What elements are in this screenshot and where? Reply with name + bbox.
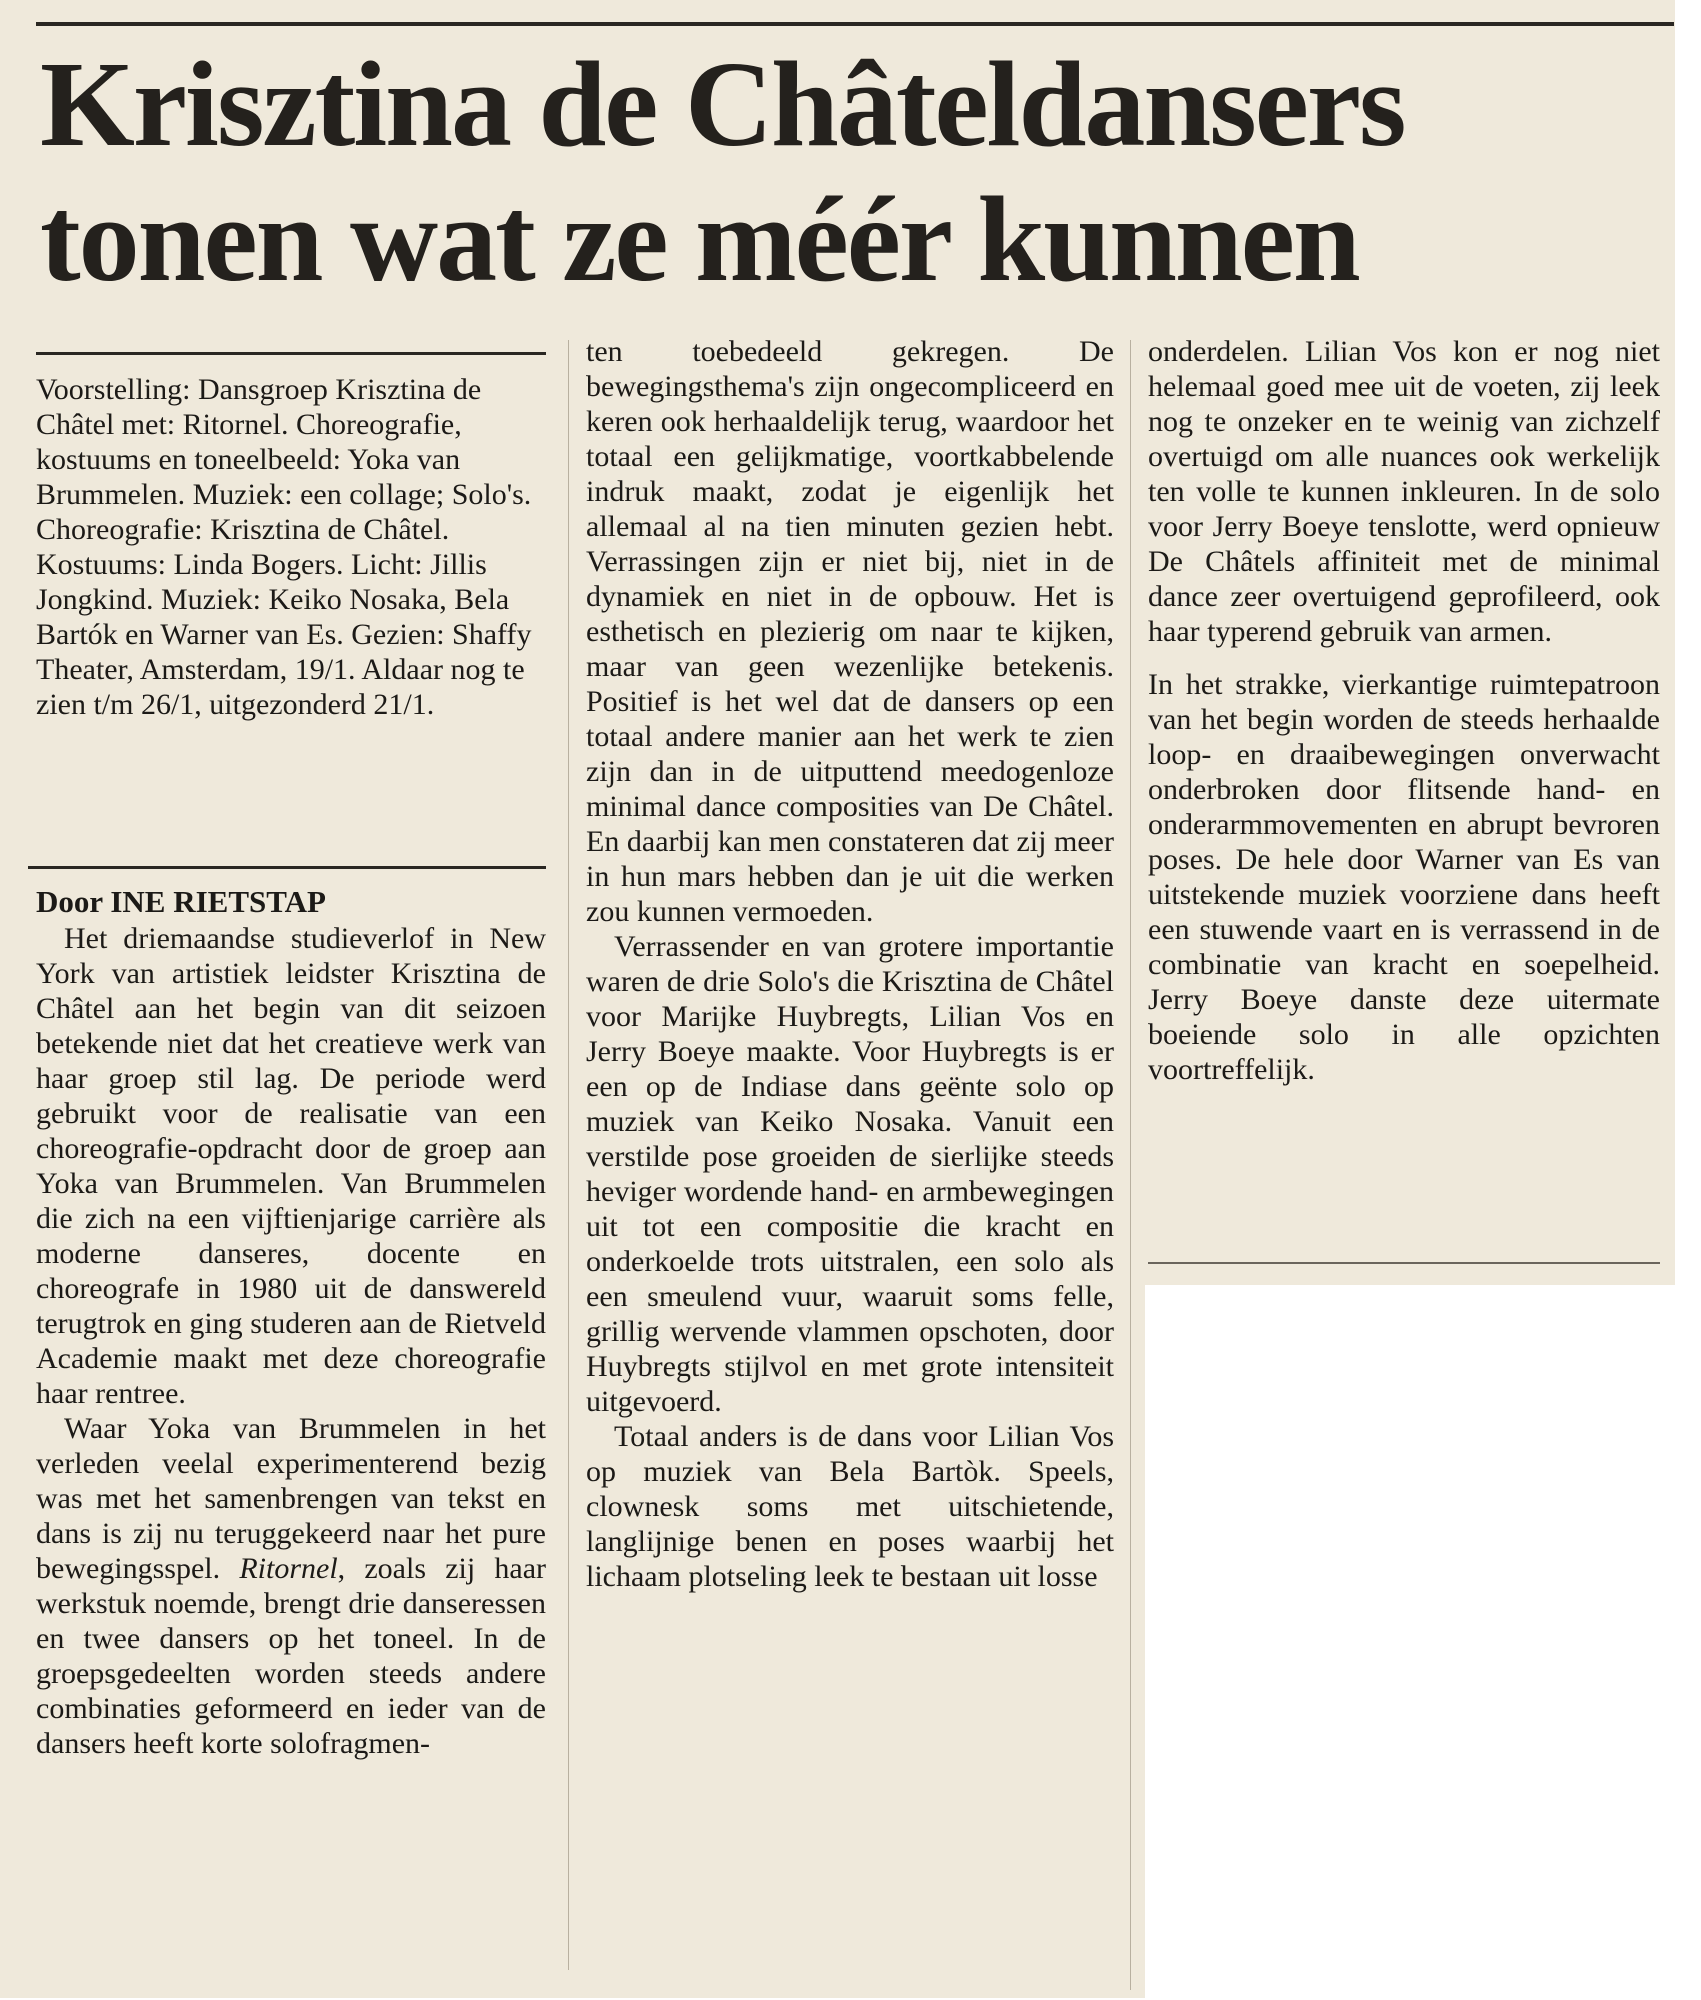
info-top-rule: [36, 352, 546, 355]
info-bottom-rule: [28, 866, 546, 869]
col1-paragraph-2-end: , zoals zij haar werkstuk noemde, brengt drie danseressen en twee dansers op het toneel. In de groepsgedeelten worden steeds andere combinaties geformeerd en ieder van de dansers heeft korte solofragmen-: [36, 1552, 547, 1760]
column-1: [36, 372, 546, 722]
col2-paragraph-1: ten toebedeeld gekregen. De bewegingsthema's zijn ongecompliceerd en keren ook herhaaldelijk terug, waardoor het totaal een gelijkmatige, voortkabbelende indruk maakt, zodat je eigenlijk het allemaal al na tien minuten gezien hebt. Verrassingen zijn er niet bij, niet in de dynamiek en niet in de opbouw. Het is esthetisch en plezierig om naar te kijken, maar van geen wezenlijke betekenis. Positief is het wel dat de dansers op een totaal andere manier aan het werk te zien zijn dan in de uitputtend meedogenloze minimal dance composities van De Châtel. En daarbij kan men constateren dat zij meer in hun mars hebben dan je uit die werken zou kunnen vermoeden.: [586, 335, 1114, 928]
column-2: [586, 334, 1114, 1594]
col3-paragraph-2: In het strakke, vierkantige ruimtepatroon van het begin worden de steeds herhaalde loop- en draaibewegingen onverwacht onderbroken door flitsende hand- en onderarmmovementen en abrupt bevroren poses. De hele door Warner van Es van uitstekende muziek voorziene dans heeft een stuwende vaart en is verrassend in de combinatie van kracht en soepelheid. Jerry Boeye danste deze uitermate boeiende solo in alle opzichten voortreffelijk.: [1148, 668, 1660, 1086]
byline: Door INE RIETSTAP: [36, 884, 326, 919]
column-1-body: [36, 884, 546, 1761]
headline-line-2: tonen wat ze méér kunnen: [40, 172, 1359, 307]
headline-line-1: Krisztina de Châteldansers: [40, 37, 1405, 172]
col3-bottom-rule: [1148, 1262, 1660, 1264]
production-info: Voorstelling: Dansgroep Krisztina de Châtel met: Ritornel. Choreografie, kostuums en toneelbeeld: Yoka van Brummelen. Muziek: een collage; Solo's. Choreografie: Krisztina de Châtel. Kostuums: Linda Bogers. Licht: Jillis Jongkind. Muziek: Keiko Nosaka, Bela Bartók en Warner van Es. Gezien: Shaffy Theater, Amsterdam, 19/1. Aldaar nog te zien t/m 26/1, uitgezonderd 21/1.: [36, 373, 532, 721]
col3-paragraph-1: onderdelen. Lilian Vos kon er nog niet helemaal goed mee uit de voeten, zij leek nog te onzeker en te weinig van zichzelf overtuigd om alle nuances ook werkelijk ten volle te kunnen inkleuren. In de solo voor Jerry Boeye tenslotte, werd opnieuw De Châtels affiniteit met de minimal dance zeer overtuigend geprofileerd, ook haar typerend gebruik van armen.: [1148, 335, 1660, 648]
col2-paragraph-3: Totaal anders is de dans voor Lilian Vos op muziek van Bela Bartòk. Speels, clownesk soms met uitschietende, langlijnige benen en poses waarbij het lichaam plotseling leek te bestaan uit losse: [586, 1420, 1114, 1593]
col1-paragraph-2-start: Waar Yoka van Brummelen in het verleden veelal experimenterend bezig was met het samenbrengen van tekst en dans is zij nu teruggekeerd naar het pure bewegingsspel.: [36, 1412, 546, 1585]
ritornel-title: Ritornel: [239, 1552, 338, 1585]
column-3: [1148, 334, 1660, 1087]
top-rule: [36, 22, 1674, 26]
col2-paragraph-2: Verrassender en van grotere importantie waren de drie Solo's die Krisztina de Châtel voor Marijke Huybregts, Lilian Vos en Jerry Boeye maakte. Voor Huybregts is er een op de Indiase dans geënte solo op muziek van Keiko Nosaka. Vanuit een verstilde pose groeiden de sierlijke steeds heviger wordende hand- en armbewegingen uit tot een compositie die kracht en onderkoelde trots uitstralen, een solo als een smeulend vuur, waaruit soms felle, grillig wervende vlammen opschoten, door Huybregts stijlvol en met grote intensiteit uitgevoerd.: [586, 930, 1114, 1418]
blank-background: [1145, 1285, 1701, 2000]
column-divider-2: [1130, 340, 1131, 1990]
col1-paragraph-1: Het driemaandse studieverlof in New York van artistiek leidster Krisztina de Châtel aan het begin van dit seizoen betekende niet dat het creatieve werk van haar groep stil lag. De periode werd gebruikt voor de realisatie van een choreografie-opdracht door de groep aan Yoka van Brummelen. Van Brummelen die zich na een vijftienjarige carrière als moderne danseres, docente en choreografe in 1980 uit de danswereld terugtrok en ging studeren aan de Rietveld Academie maakt met deze choreografie haar rentree.: [36, 922, 546, 1410]
col1-paragraph-2: [36, 1411, 546, 1761]
column-divider-1: [568, 340, 569, 1970]
